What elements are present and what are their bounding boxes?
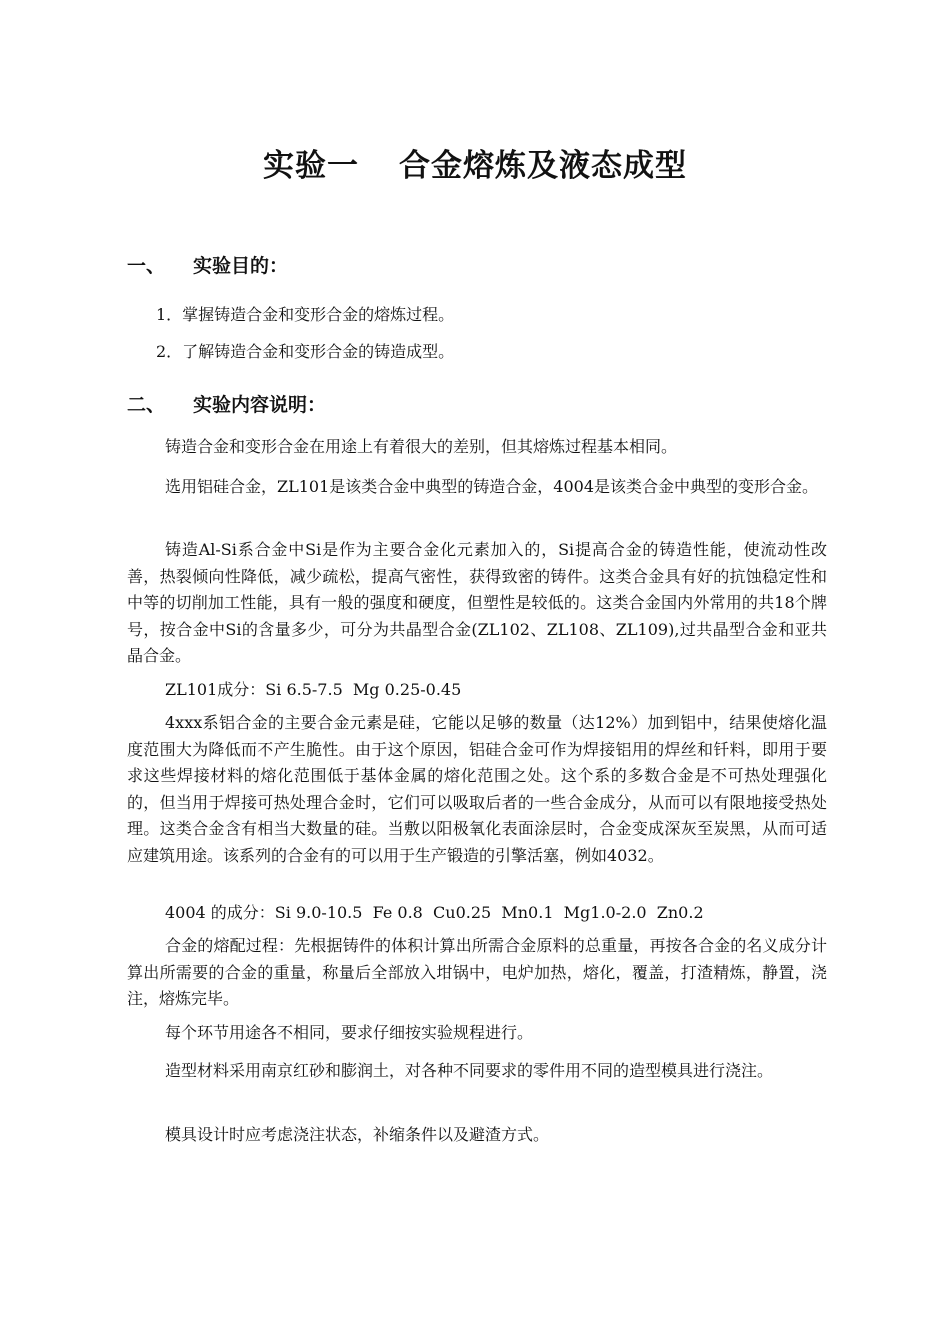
section-heading-objectives [127,251,288,278]
paragraph-melting-process: 合金的熔配过程：先根据铸件的体积计算出所需合金原料的总重量，再按各合金的名义成分计算出所需要的合金的重量，称量后全部放入坩锅中，电炉加热，熔化，覆盖，打渣精炼，静置，浇注，熔炼完毕。 [127,936,827,1008]
paragraph-4xxx-series: 4xxx系铝合金的主要合金元素是硅，它能以足够的数量（达12%）加到铝中，结果使熔化温度范围大为降低而不产生脆性。由于这个原因，铝硅合金可作为焊接铝用的焊丝和钎料，即用于要求这些焊接材料的熔化范围低于基体金属的熔化范围之处。这个系的多数合金是不可热处理强化的，但当用于焊接可热处理合金时，它们可以吸取后者的一些合金成分，从而可以有限地接受热处理。这类合金含有相当大数量的硅。当敷以阳极氧化表面涂层时，合金变成深灰至炭黑，从而可适应建筑用途。该系列的合金有的可以用于生产锻造的引擎活塞，例如4032。 [127,713,827,865]
objective-item-2: 2．了解铸造合金和变形合金的铸造成型。 [156,342,455,361]
section-heading-content [127,390,326,417]
paragraph-mold-design: 模具设计时应考虑浇注状态，补缩条件以及避渣方式。 [165,1125,550,1144]
paragraph-al-si-casting: 铸造Al-Si系合金中Si是作为主要合金化元素加入的，Si提高合金的铸造性能，使流动性改善，热裂倾向性降低，减少疏松，提高气密性，获得致密的铸件。这类合金具有好的抗蚀稳定性和中等的切削加工性能，具有一般的强度和硬度，但塑性是较低的。这类合金国内外常用的共18个牌号，按合金中Si的含量多少，可分为共晶型合金(ZL102、ZL108、ZL109),过共晶型合金和亚共晶合金。 [127,540,827,665]
composition-zl101: ZL101成分：Si 6.5-7.5 Mg 0.25-0.45 [165,680,462,699]
section-number: 二、 [127,394,166,416]
paragraph-alloy-selection: 选用铝硅合金，ZL101是该类合金中典型的铸造合金，4004是该类合金中典型的变形合金。 [165,477,819,496]
paragraph-intro: 铸造合金和变形合金在用途上有着很大的差别，但其熔炼过程基本相同。 [165,437,678,456]
title-experiment-name: 合金熔炼及液态成型 [399,148,687,184]
objective-item-1: 1．掌握铸造合金和变形合金的熔炼过程。 [156,305,455,324]
document-title [0,140,950,185]
section-label: 实验内容说明： [193,394,327,416]
paragraph-molding-material: 造型材料采用南京红砂和膨润土，对各种不同要求的零件用不同的造型模具进行浇注。 [165,1061,774,1080]
paragraph-procedure-note: 每个环节用途各不相同，要求仔细按实验规程进行。 [165,1023,534,1042]
section-label: 实验目的： [193,255,289,277]
section-number: 一、 [127,255,166,277]
composition-4004: 4004 的成分：Si 9.0-10.5 Fe 0.8 Cu0.25 Mn0.1 Mg1.0-2.0 Zn0.2 [165,903,704,922]
title-experiment-number: 实验一 [263,148,359,184]
